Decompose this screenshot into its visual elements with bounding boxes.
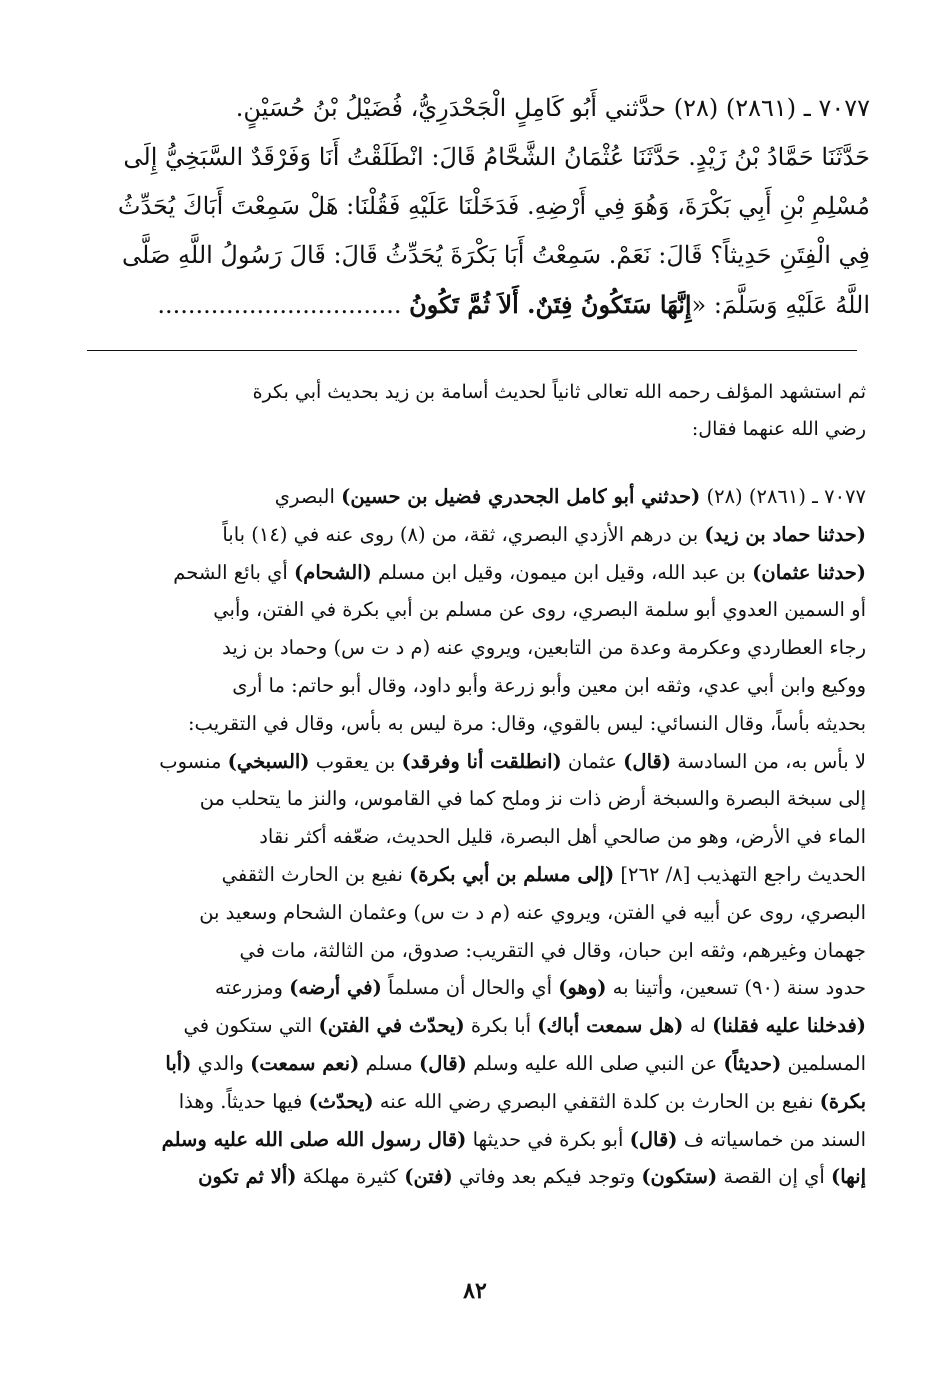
commentary-quote-bold: (فدخلنا عليه فقلنا): [712, 1014, 866, 1038]
commentary-quote-bold: بكرة): [819, 1089, 866, 1113]
commentary-quote-bold: (أبا: [165, 1051, 192, 1075]
commentary-text: البصري: [274, 485, 342, 508]
continuation-dots: ................................: [157, 291, 402, 319]
commentary-text: أبا بكرة: [464, 1014, 538, 1038]
commentary-quote-bold: (ستكون): [641, 1165, 718, 1189]
commentary-line: [88, 743, 866, 781]
commentary-quote-bold: (قال رسول الله صلى الله عليه وسلم: [161, 1127, 467, 1151]
commentary-text: ومزرعته: [214, 976, 290, 1000]
hadith-line: ٧٠٧٧ ـ (٢٨٦١) (٢٨) حدَّثني أَبُو كَامِلٍ الْجَحْدَرِيُّ، فُضَيْلُ بْنُ حُسَيْنٍ.: [235, 94, 870, 122]
commentary-quote-bold: (حدثنا عثمان): [752, 560, 866, 584]
commentary-quote-bold: (انطلقت أنا وفرقد): [401, 749, 562, 773]
commentary-line: [88, 1007, 866, 1045]
intro-paragraph: [88, 374, 866, 448]
commentary-line: [88, 1045, 866, 1083]
commentary-quote-bold: (نعم سمعت): [250, 1051, 360, 1075]
commentary-text: منسوب: [159, 749, 228, 773]
commentary-text: أي والحال أن مسلماً: [381, 976, 559, 1000]
commentary-line: [88, 1121, 866, 1159]
commentary-quote-bold: (فتن): [404, 1165, 453, 1189]
commentary-text: والدي: [191, 1051, 251, 1075]
commentary-line: [88, 1158, 866, 1196]
commentary-line: [88, 667, 866, 705]
hadith-line: مُسْلِمِ بْنِ أَبِي بَكْرَةَ، وَهُوَ فِي أَرْضِهِ. فَدَخَلْنَا عَلَيْهِ فَقُلْنَا: هَلْ سَمِعْتَ أَبَاكَ يُحَدِّثُ: [117, 192, 870, 220]
commentary-text: أو السمين العدوي أبو سلمة البصري، روى عن مسلم بن أبي بكرة في الفتن، وأبي: [213, 598, 866, 622]
commentary-line: [88, 516, 866, 554]
commentary-text: بحديثه بأساً، وقال النسائي: ليس بالقوي، وقال: مرة ليس به بأس، وقال في التقريب:: [187, 711, 866, 735]
commentary-text: ووكيع وابن أبي عدي، وثقه ابن معين وأبو زرعة وأبو داود، وقال أبو حاتم: ما أرى: [232, 673, 866, 697]
commentary-text: لا بأس به، من السادسة: [671, 749, 866, 773]
commentary-quote-bold: (حدثني أبو كامل الجحدري فضيل بن حسين): [341, 485, 701, 508]
commentary-quote-bold: (قال): [623, 749, 672, 773]
commentary-line: [88, 554, 866, 592]
commentary-text: وتوجد فيكم بعد وفاتي: [452, 1165, 642, 1189]
commentary-quote-bold: (هل سمعت أباك): [537, 1014, 684, 1038]
commentary-quote-bold: (يحدّث في الفتن): [318, 1014, 465, 1038]
commentary-text: رجاء العطاردي وعكرمة وعدة من التابعين، ويروي عنه (م د ت س) وحماد بن زيد: [222, 636, 866, 660]
commentary-quote-bold: إنها): [830, 1165, 866, 1189]
commentary-quote-bold: (الشحام): [294, 560, 372, 584]
commentary-block: [88, 478, 866, 1196]
commentary-line: [88, 818, 866, 856]
hadith-line-last: [92, 280, 870, 329]
commentary-text: أبو بكرة في حديثها: [466, 1127, 630, 1151]
commentary-text: فيها حديثاً. وهذا: [178, 1089, 309, 1113]
commentary-text: بن يعقوب: [309, 749, 402, 773]
intro-line: رضي الله عنهما فقال:: [691, 418, 866, 440]
commentary-text: أي إن القصة: [717, 1165, 831, 1189]
commentary-line: [88, 629, 866, 667]
commentary-text: حدود سنة (٩٠) تسعين، وأتينا به: [606, 976, 866, 1000]
commentary-text: عثمان: [561, 749, 624, 773]
commentary-text: السند من خماسياته ف: [677, 1127, 866, 1151]
hadith-line: فِي الْفِتَنِ حَدِيثاً؟ قَالَ: نَعَمْ. سَمِعْتُ أَبَا بَكْرَةَ يُحَدِّثُ قَالَ: قَالَ رَسُولُ اللَّهِ صَلَّى: [122, 241, 870, 269]
commentary-text: بن عبد الله، وقيل ابن ميمون، وقيل ابن مسلم: [371, 560, 753, 584]
commentary-text: المسلمين: [781, 1051, 866, 1075]
commentary-line: [88, 478, 866, 516]
commentary-quote-bold: (قال): [629, 1127, 678, 1151]
commentary-text: جهمان وغيرهم، وثقه ابن حبان، وقال في التقريب: صدوق، من الثالثة، مات في: [239, 938, 866, 962]
commentary-text: الماء في الأرض، وهو من صالحي أهل البصرة، قليل الحديث، ضعّفه أكثر نقاد: [259, 825, 866, 849]
commentary-text: عن النبي صلى الله عليه وسلم: [466, 1051, 724, 1075]
commentary-line: [88, 591, 866, 629]
hadith-last-bold: إِنَّهَا سَتَكُونُ فِتَنٌ. أَلاَ ثُمَّ تَكُونُ: [409, 290, 692, 319]
commentary-quote-bold: (في أرضه): [289, 976, 382, 1000]
commentary-text: الحديث راجع التهذيب [٨/ ٢٦٢]: [614, 862, 866, 886]
commentary-text: التي ستكون في: [183, 1014, 319, 1038]
commentary-line: [88, 1083, 866, 1121]
commentary-line: [88, 969, 866, 1007]
section-divider: [87, 350, 857, 351]
hadith-text-block: [92, 84, 870, 329]
hadith-last-plain: اللَّهُ عَلَيْهِ وَسَلَّمَ: «: [691, 291, 870, 319]
commentary-line: [88, 932, 866, 970]
commentary-line: [88, 705, 866, 743]
commentary-text: مسلم: [359, 1051, 420, 1075]
commentary-text: كثيرة مهلكة: [296, 1165, 405, 1189]
commentary-quote-bold: (يحدّث): [308, 1089, 374, 1113]
commentary-text: البصري، روى عن أبيه في الفتن، ويروي عنه (م د ت س) وعثمان الشحام وسعيد بن: [199, 900, 866, 924]
hadith-line: حَدَّثَنَا حَمَّادُ بْنُ زَيْدٍ. حَدَّثَنَا عُثْمَانُ الشَّحَّامُ قَالَ: انْطَلَقْتُ أَنَا وَفَرْقَدٌ السَّبَخِيُّ إِلَى: [123, 143, 870, 171]
commentary-text: إلى سبخة البصرة والسبخة أرض ذات نز وملح كما في القاموس، والنز ما يتحلب من: [199, 787, 866, 811]
commentary-quote-bold: (السبخي): [227, 749, 310, 773]
commentary-quote-bold: (وهو): [558, 976, 607, 1000]
commentary-text: ٧٠٧٧ ـ (٢٨٦١) (٢٨): [700, 485, 866, 508]
commentary-text: له: [683, 1014, 713, 1038]
page-number: ٨٢: [463, 1278, 487, 1304]
commentary-text: نفيع بن الحارث الثقفي: [221, 862, 410, 886]
commentary-quote-bold: (إلى مسلم بن أبي بكرة): [409, 862, 615, 886]
commentary-text: أي بائع الشحم: [173, 560, 295, 584]
commentary-line: [88, 780, 866, 818]
commentary-line: [88, 856, 866, 894]
commentary-text: بن درهم الأزدي البصري، ثقة، من (٨) روى عنه في (١٤) باباً: [222, 522, 705, 546]
commentary-line: [88, 894, 866, 932]
commentary-quote-bold: (حديثاً): [723, 1051, 782, 1075]
commentary-quote-bold: (حدثنا حماد بن زيد): [704, 522, 866, 546]
commentary-quote-bold: (ألا ثم تكون: [198, 1165, 297, 1189]
intro-line: ثم استشهد المؤلف رحمه الله تعالى ثانياً لحديث أسامة بن زيد بحديث أبي بكرة: [252, 381, 866, 403]
commentary-text: نفيع بن الحارث بن كلدة الثقفي البصري رضي الله عنه: [373, 1089, 820, 1113]
commentary-quote-bold: (قال): [419, 1051, 467, 1075]
